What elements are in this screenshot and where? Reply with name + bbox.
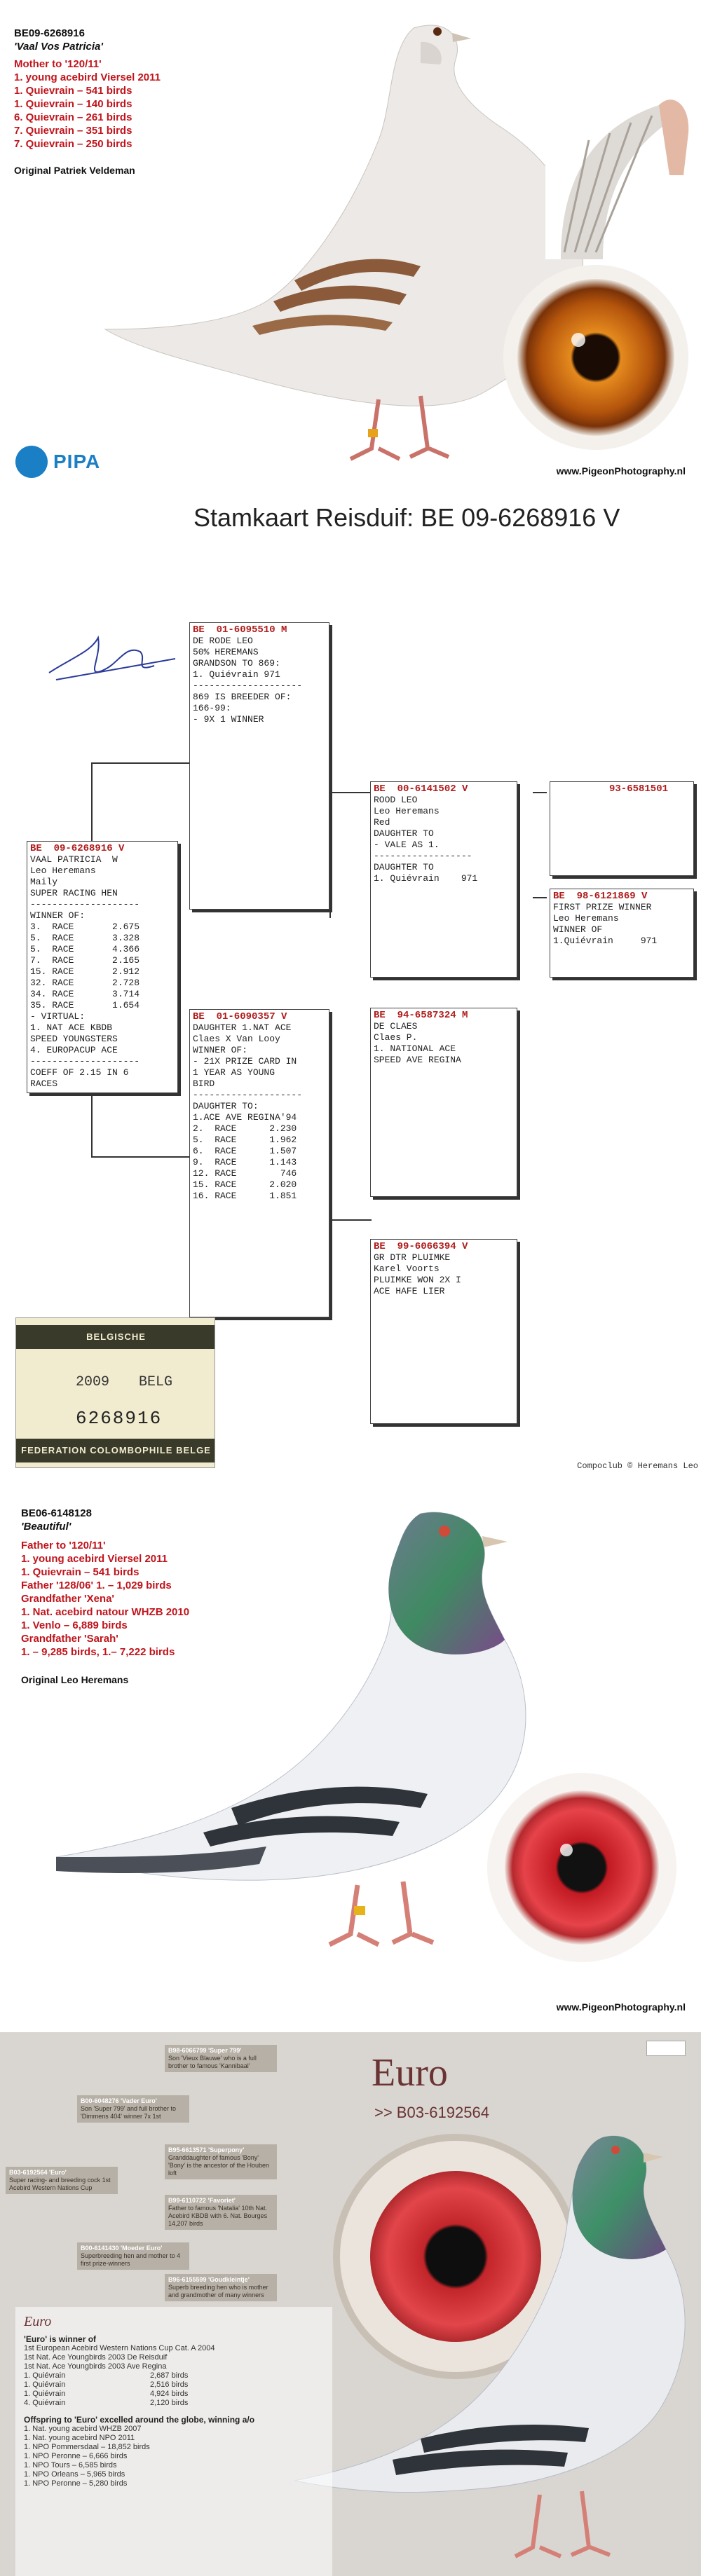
stamp-top-text: BELGISCHE DUIVENLIEFHEBBERSBOND	[16, 1325, 215, 1349]
pedigree-line: --------------------	[30, 899, 140, 910]
ring-number: BE 01-6095510 M	[193, 624, 287, 636]
pedigree-line: 166-99:	[193, 703, 231, 713]
pedigree-line: DAUGHTER 1.NAT ACE	[193, 1022, 292, 1033]
ancestor-title: B00-6048276 'Vader Euro'	[81, 2097, 157, 2104]
pedigree-line: DE CLAES	[374, 1021, 418, 1032]
result-race: 4. Quiévrain	[24, 2399, 66, 2407]
pedigree-line: 1.Quiévrain 971	[553, 936, 658, 946]
ring-number: BE 94-6587324 M	[374, 1010, 468, 1021]
pedigree-line: --------------------	[193, 680, 303, 691]
ring-number: BE 99-6066394 V	[374, 1241, 468, 1252]
pedigree-line: 5. RACE 1.962	[193, 1135, 297, 1145]
pedigree-line: PLUIMKE WON 2X I	[374, 1275, 461, 1285]
result-line: 7. Quievrain – 250 birds	[14, 138, 132, 150]
pigeon-card-beautiful	[0, 1493, 701, 2025]
euro-title: Euro	[372, 2051, 448, 2095]
result-race: 1. Quiévrain	[24, 2390, 66, 2398]
pipa-logo	[15, 446, 100, 478]
pedigree-line: 50% HEREMANS	[193, 647, 259, 657]
pedigree-line: DAUGHTER TO	[374, 828, 434, 839]
ring-card-stamp	[15, 1317, 215, 1468]
result-birds: 4,924 birds	[150, 2390, 189, 2398]
result-line: Father '128/06' 1. – 1,029 birds	[21, 1580, 172, 1591]
ancestor-title: B99-6110722 'Favoriet'	[168, 2197, 236, 2204]
pedigree-line: SUPER RACING HEN	[30, 888, 118, 898]
pedigree-line: Red	[374, 817, 390, 828]
pedigree-connector	[533, 897, 547, 898]
pedigree-connector	[533, 792, 547, 793]
pedigree-line: RACES	[30, 1078, 58, 1089]
pedigree-line: BIRD	[193, 1078, 215, 1089]
ancestor-desc: Granddaughter of famous 'Bony' 'Bony' is the ancestor of the Houben loft	[168, 2154, 270, 2177]
website-credit: www.PigeonPhotography.nl	[556, 2001, 686, 2013]
pedigree-line: ------------------	[374, 851, 472, 861]
pedigree-connector	[329, 1219, 372, 1221]
stamp-year: 2009	[76, 1374, 110, 1390]
pedigree-line: 5. RACE 3.328	[30, 933, 140, 943]
result-row	[24, 2371, 324, 2380]
pedigree-line: Karel Voorts	[374, 1263, 440, 1274]
result-line: 1. Venlo – 6,889 birds	[21, 1619, 128, 1631]
result-line: 1. – 9,285 birds, 1.– 7,222 birds	[21, 1646, 175, 1658]
pedigree-connector	[329, 792, 372, 793]
ring-number: BE 09-6268916 V	[30, 843, 125, 854]
offspring-line: 1. NPO Pommersdaal – 18,852 birds	[24, 2443, 150, 2451]
ancestor-box	[165, 2045, 277, 2072]
ancestor-desc: Superbreeding hen and mother to 4 first prize-winners	[81, 2252, 181, 2267]
pedigree-line: 4. EUROPACUP ACE	[30, 1045, 118, 1055]
result-row	[24, 2399, 324, 2408]
pedigree-line: GRANDSON TO 869:	[193, 658, 280, 669]
pedigree-line: SPEED YOUNGSTERS	[30, 1034, 118, 1044]
offspring-line: 1. Nat. young acebird NPO 2011	[24, 2434, 135, 2442]
pedigree-line: 15. RACE 2.912	[30, 966, 140, 977]
ancestor-title: B98-6066799 'Super 799'	[168, 2047, 242, 2054]
offspring-heading: Offspring to 'Euro' excelled around the globe, winning a/o	[24, 2415, 255, 2425]
pedigree-line: DE RODE LEO	[193, 636, 253, 646]
euro-info-panel	[15, 2307, 332, 2576]
pedigree-line: SPEED AVE REGINA	[374, 1055, 461, 1065]
pedigree-line: FIRST PRIZE WINNER	[553, 902, 652, 912]
pedigree-box-maternal-grandsire	[370, 1008, 517, 1197]
euro-card	[0, 2032, 701, 2576]
pipa-logo-text: PIPA	[53, 451, 101, 472]
pedigree-box-great-granddam	[550, 889, 694, 978]
pedigree-line: 1. Quiévrain 971	[374, 873, 478, 884]
winner-heading: 'Euro' is winner of	[24, 2334, 97, 2344]
ancestor-box	[165, 2144, 277, 2179]
pedigree-line: Leo Heremans	[374, 806, 440, 816]
stamp-bottom-text: FEDERATION COLOMBOPHILE BELGE	[16, 1439, 215, 1462]
title-line: 1st Nat. Ace Youngbirds 2003 Ave Regina	[24, 2362, 167, 2371]
result-line: 6. Quievrain – 261 birds	[14, 111, 132, 123]
offspring-line: 1. NPO Tours – 6,585 birds	[24, 2461, 117, 2469]
pipa-bird-icon	[15, 446, 48, 478]
pedigree-box-great-grandsire	[550, 781, 694, 876]
breeder-origin: Original Leo Heremans	[21, 1674, 129, 1685]
pigeon-card-vaal-vos-patricia	[0, 0, 701, 484]
ancestor-desc: Son 'Super 799' and full brother to 'Dimmens 404' winner 7x 1st	[81, 2105, 177, 2120]
pedigree-line: DAUGHTER TO:	[193, 1101, 259, 1111]
ring-number: BE 01-6090357 V	[193, 1011, 287, 1022]
result-line: 1. Nat. acebird natour WHZB 2010	[21, 1606, 190, 1618]
result-line: 1. Quievrain – 541 birds	[21, 1566, 139, 1578]
pedigree-line: --------------------	[30, 1056, 140, 1067]
ancestor-desc: Superb breeding hen who is mother and grandmother of many winners	[168, 2284, 268, 2298]
pedigree-line: 12. RACE 746	[193, 1168, 297, 1179]
pedigree-line: - VALE AS 1.	[374, 840, 440, 850]
offspring-line: 1. Nat. young acebird WHZB 2007	[24, 2425, 142, 2433]
pigeon-name: 'Vaal Vos Patricia'	[14, 41, 103, 53]
ancestor-box	[77, 2242, 189, 2270]
pedigree-line: 3. RACE 2.675	[30, 922, 140, 932]
signature-scribble	[42, 631, 182, 694]
pedigree-line: 1.ACE AVE REGINA'94	[193, 1112, 297, 1123]
pedigree-line: Claes X Van Looy	[193, 1034, 280, 1044]
pedigree-line: - 21X PRIZE CARD IN	[193, 1056, 297, 1067]
ring-number: BE06-6148128	[21, 1507, 92, 1519]
pedigree-line: Leo Heremans	[30, 865, 96, 876]
pedigree-line: WINNER OF:	[193, 1045, 248, 1055]
ancestor-title: B95-6613571 'Superpony'	[168, 2146, 245, 2153]
result-line: Grandfather 'Xena'	[21, 1593, 115, 1605]
ancestor-desc: Super racing- and breeding cock 1st Acebird Western Nations Cup	[9, 2177, 111, 2191]
result-row	[24, 2390, 324, 2399]
pedigree-line: 32. RACE 2.728	[30, 978, 140, 988]
pedigree-box-paternal-grandsire	[370, 781, 517, 978]
result-race: 1. Quiévrain	[24, 2371, 66, 2380]
result-row	[24, 2380, 324, 2390]
result-birds: 2,120 birds	[150, 2399, 189, 2407]
euro-ring: >> B03-6192564	[374, 2104, 489, 2121]
ancestor-box	[165, 2274, 277, 2301]
pedigree-box-mother	[189, 1009, 329, 1317]
ancestor-title: B96-6155599 'Goudkleintje'	[168, 2276, 250, 2283]
pedigree-line: COEFF OF 2.15 IN 6	[30, 1067, 129, 1078]
pedigree-line: Leo Heremans	[553, 913, 619, 924]
ring-number: 93-6581501	[609, 783, 669, 795]
pedigree-connector	[91, 762, 191, 764]
offspring-line: 1. NPO Peronne – 5,280 birds	[24, 2479, 128, 2488]
pedigree-line: Claes P.	[374, 1032, 418, 1043]
result-birds: 2,687 birds	[150, 2371, 189, 2380]
pedigree-line: 9. RACE 1.143	[193, 1157, 297, 1167]
result-line: Mother to '120/11'	[14, 58, 102, 70]
pedigree-connector	[329, 792, 331, 918]
pedigree-line: 1. Quiévrain 971	[193, 669, 280, 680]
pedigree-line: 2. RACE 2.230	[193, 1123, 297, 1134]
pedigree-title: Stamkaart Reisduif: BE 09-6268916 V	[193, 503, 620, 532]
pedigree-line: 1 YEAR AS YOUNG	[193, 1067, 275, 1078]
stamp-number: 6268916	[76, 1408, 163, 1429]
pedigree-line: 34. RACE 3.714	[30, 989, 140, 999]
result-birds: 2,516 birds	[150, 2380, 189, 2389]
ancestor-desc: Father to famous 'Natalia' 10th Nat. Acebird KBDB with 6. Nat. Bourges 14,207 birds	[168, 2205, 268, 2227]
pedigree-line: 7. RACE 2.165	[30, 955, 140, 966]
pedigree-connector	[91, 1156, 191, 1158]
title-line: 1st European Acebird Western Nations Cup Cat. A 2004	[24, 2344, 215, 2352]
result-line: 1. Quievrain – 541 birds	[14, 85, 132, 97]
pedigree-line: VAAL PATRICIA W	[30, 854, 118, 865]
pedigree-line: --------------------	[193, 1090, 303, 1100]
pedigree-connector	[91, 1093, 93, 1158]
pedigree-box-main	[27, 841, 178, 1093]
ancestor-box	[165, 2195, 277, 2230]
brand-logo	[646, 2041, 686, 2056]
ancestor-title: B03-6192564 'Euro'	[9, 2169, 67, 2176]
pedigree-line: Maily	[30, 877, 58, 887]
pedigree-line: 16. RACE 1.851	[193, 1191, 297, 1201]
ancestor-desc: Son 'Vieux Blauwe' who is a full brother to famous 'Kannibaal'	[168, 2055, 257, 2069]
pedigree-line: ROOD LEO	[374, 795, 418, 805]
ring-number: BE 98-6121869 V	[553, 891, 648, 902]
result-line: Grandfather 'Sarah'	[21, 1633, 118, 1645]
pedigree-line: 869 IS BREEDER OF:	[193, 692, 292, 702]
pigeon-name: 'Beautiful'	[21, 1521, 72, 1533]
ring-number: BE 00-6141502 V	[374, 783, 468, 795]
pedigree-connector	[329, 1219, 331, 1233]
pedigree-line: WINNER OF	[553, 924, 603, 935]
offspring-line: 1. NPO Peronne – 6,666 birds	[24, 2452, 128, 2460]
breeder-origin: Original Patriek Veldeman	[14, 165, 135, 176]
ancestor-box	[6, 2167, 118, 2194]
stamp-country: BELG	[139, 1374, 173, 1390]
pedigree-card	[0, 491, 701, 1486]
website-credit: www.PigeonPhotography.nl	[556, 465, 686, 477]
ancestor-title: B00-6141430 'Moeder Euro'	[81, 2245, 163, 2252]
result-line: 1. Quievrain – 140 birds	[14, 98, 132, 110]
pedigree-line: 6. RACE 1.507	[193, 1146, 297, 1156]
result-line: Father to '120/11'	[21, 1540, 106, 1551]
pedigree-line: 5. RACE 4.366	[30, 944, 140, 954]
pedigree-line: - 9X 1 WINNER	[193, 714, 264, 725]
pedigree-line: 1. NAT ACE KBDB	[30, 1022, 113, 1033]
pedigree-credit: Compoclub © Heremans Leo	[577, 1461, 698, 1471]
pedigree-connector	[91, 762, 93, 842]
pedigree-box-father	[189, 622, 329, 910]
pigeon-info	[21, 1507, 189, 1685]
pedigree-line: 1. NATIONAL ACE	[374, 1043, 456, 1054]
pedigree-line: 35. RACE 1.654	[30, 1000, 140, 1010]
title-line: 1st Nat. Ace Youngbirds 2003 De Reisduif	[24, 2353, 168, 2362]
offspring-line: 1. NPO Orleans – 5,965 birds	[24, 2470, 125, 2479]
pedigree-box-maternal-granddam	[370, 1239, 517, 1424]
result-race: 1. Quiévrain	[24, 2380, 66, 2389]
result-line: 1. young acebird Viersel 2011	[21, 1553, 168, 1565]
pedigree-line: WINNER OF:	[30, 910, 86, 921]
pedigree-line: ACE HAFE LIER	[374, 1286, 445, 1296]
result-line: 1. young acebird Viersel 2011	[14, 71, 161, 83]
pedigree-line: 15. RACE 2.020	[193, 1179, 297, 1190]
pedigree-line: - VIRTUAL:	[30, 1011, 86, 1022]
pedigree-line: DAUGHTER TO	[374, 862, 434, 872]
result-line: 7. Quievrain – 351 birds	[14, 125, 132, 137]
panel-heading: Euro	[24, 2314, 52, 2329]
ancestor-box	[77, 2095, 189, 2123]
ring-number: BE09-6268916	[14, 27, 85, 39]
pedigree-line: GR DTR PLUIMKE	[374, 1252, 451, 1263]
pigeon-info	[14, 27, 161, 176]
